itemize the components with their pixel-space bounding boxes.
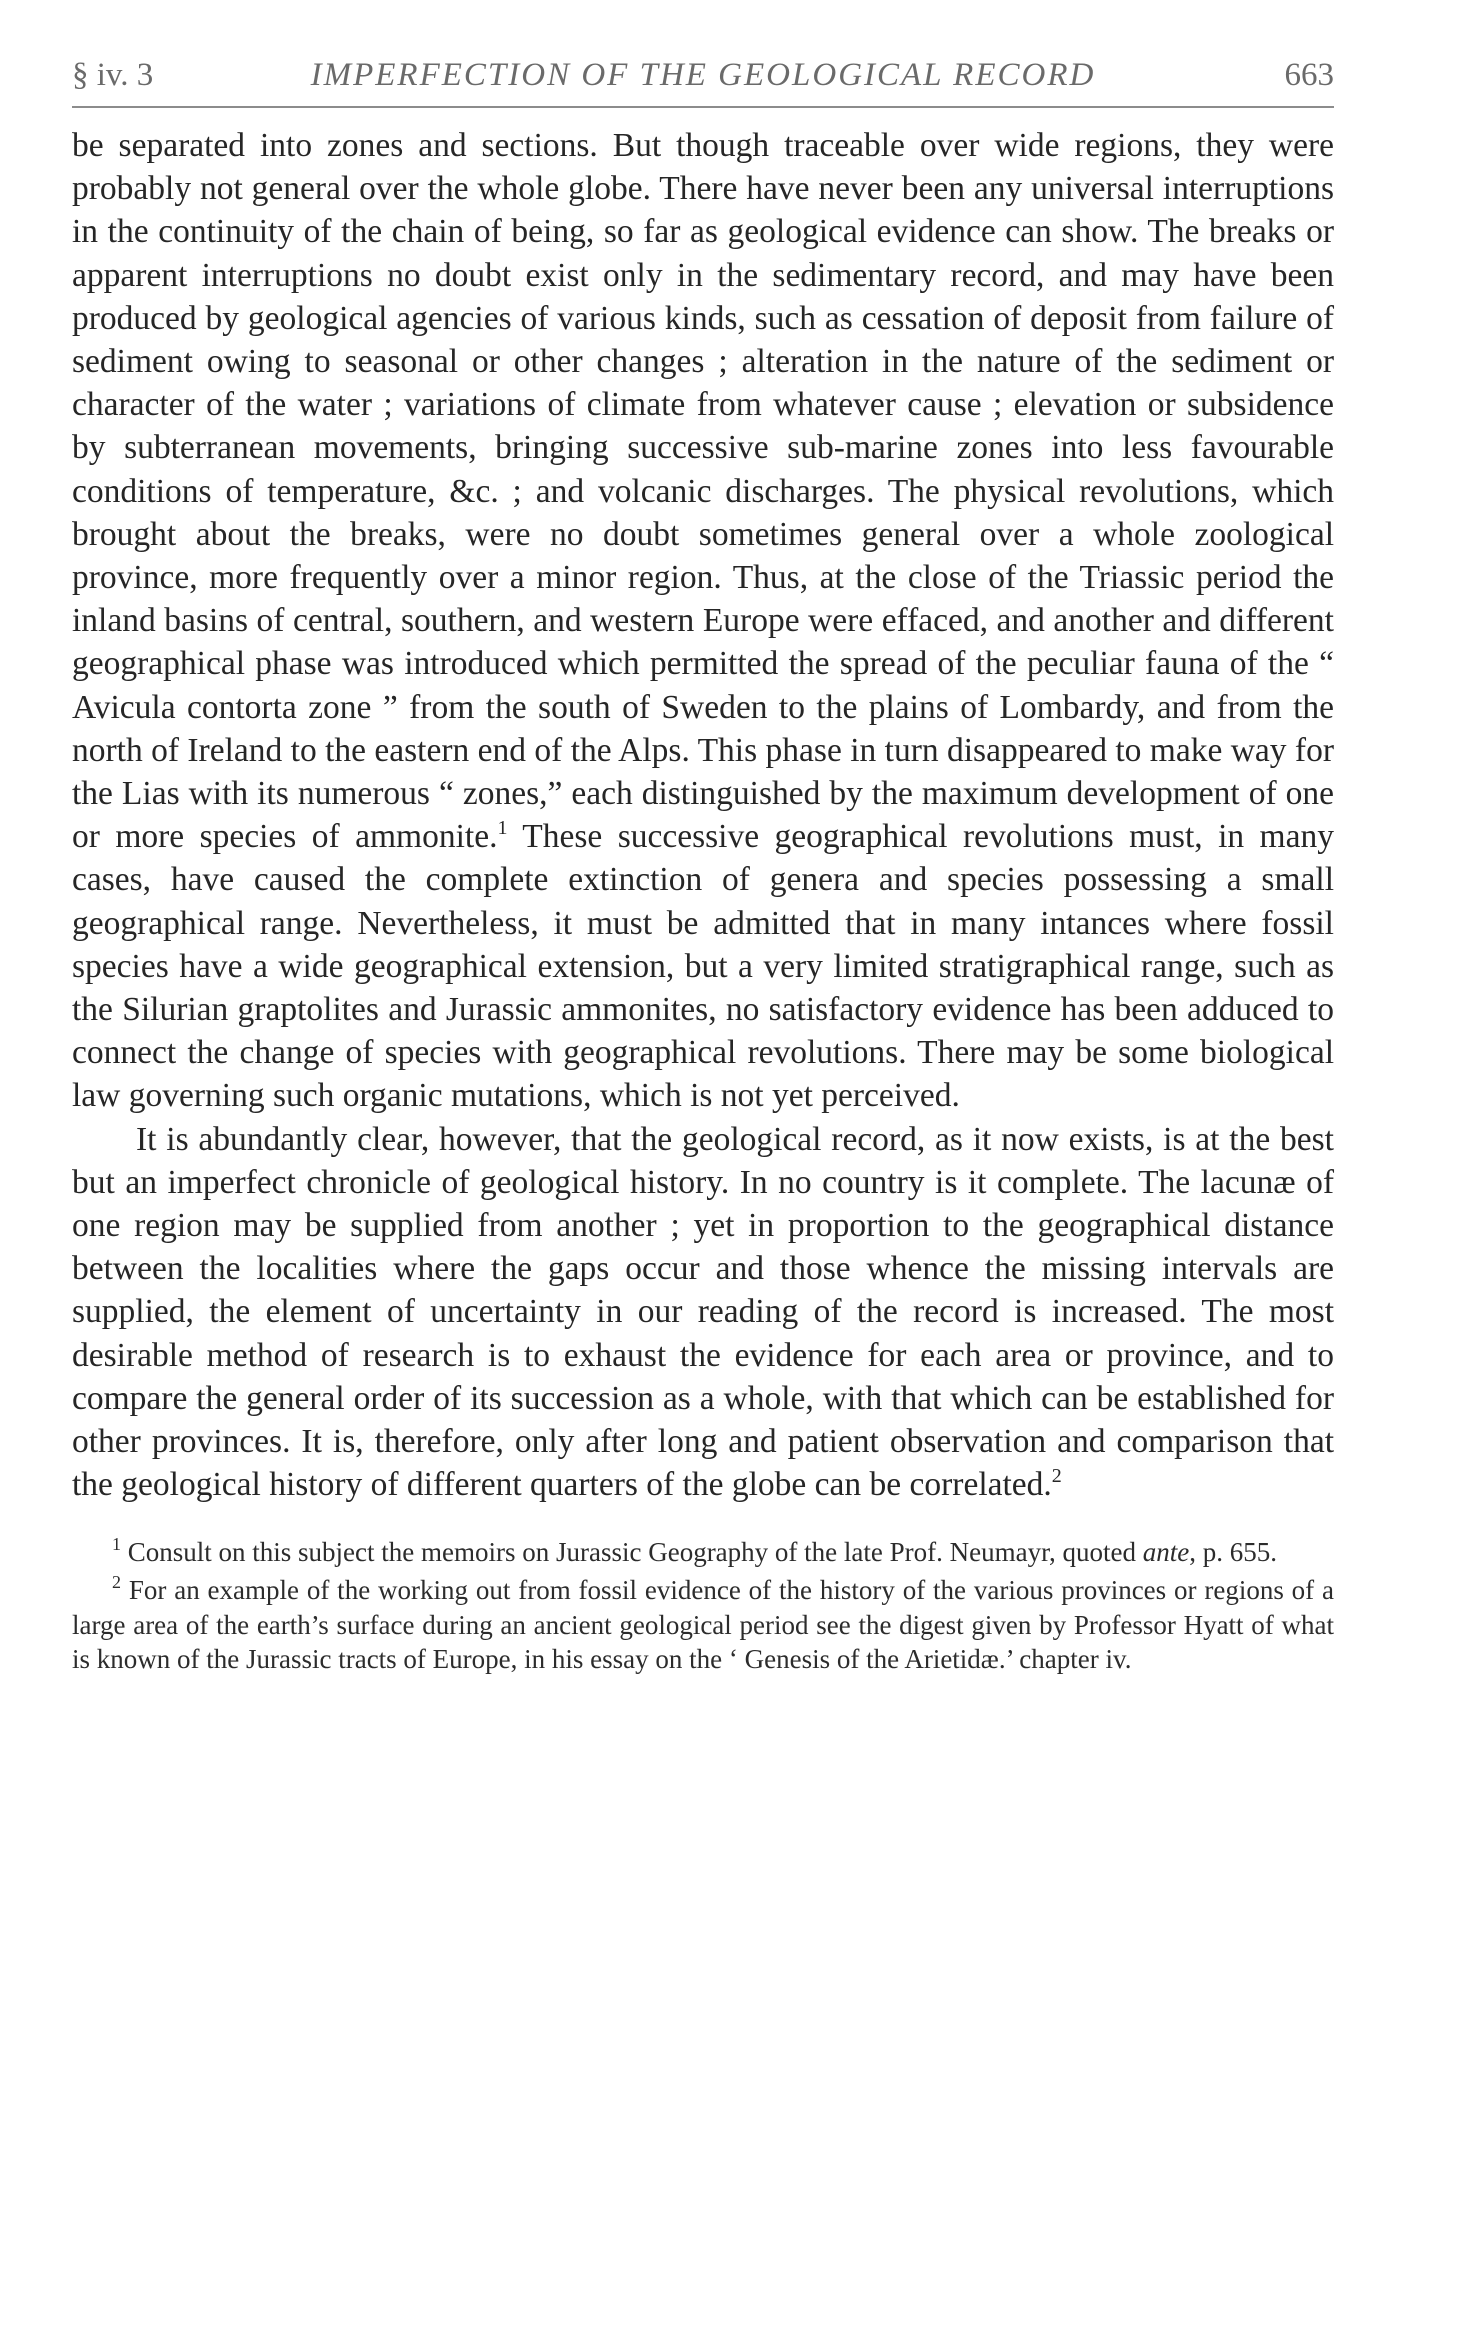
paragraph-1 [72, 124, 1334, 1118]
body-text [72, 124, 1334, 1507]
footnote-ref-2: 2 [1051, 1465, 1062, 1488]
footnote-1-text: Consult on this subject the memoirs on Jurassic Geography of the late Prof. Neumayr, quoted [127, 1536, 1143, 1567]
footnote-2 [72, 1573, 1334, 1677]
book-page [72, 50, 1334, 1677]
footnotes [72, 1535, 1334, 1677]
footnote-2-text: For an example of the working out from fossil evidence of the history of the various provinces or regions of a large area of the earth’s surface during an ancient geological period see the digest given by Professor Hyatt of what is known of the Jurassic tracts of Europe, in his essay on the ‘ Genesis of the Arietidæ.’ chapter iv. [72, 1575, 1335, 1674]
footnote-1-text-end: , p. 655. [1189, 1536, 1277, 1567]
footnote-2-mark: 2 [112, 1572, 121, 1592]
paragraph-2-text: It is abundantly clear, however, that the geological record, as it now exists, is at the best but an imperfect chronicle of geological history. In no country is it complete. The lacunæ of one region may be supplied from another ; yet in proportion to the geographical distance between the localities where the gaps occur and those whence the missing intervals are supplied, the element of uncertainty in our reading of the record is increased. The most desirable method of research is to exhaust the evidence for each area or province, and to compare the general order of its succession as a whole, with that which can be established for other provinces. It is, therefore, only after long and patient observation and comparison that the geological history of different quarters of the globe can be correlated. [72, 1120, 1334, 1504]
footnote-1-italic: ante [1142, 1536, 1190, 1567]
section-number: § iv. 3 [72, 57, 154, 93]
footnote-ref-1: 1 [497, 817, 508, 840]
footnote-1 [72, 1535, 1334, 1570]
paragraph-1-text: be separated into zones and sections. But though traceable over wide regions, they were probably not general over the whole globe. There have never been any universal interruptions in the continuity of the chain of being, so far as geological evidence can show. The breaks or apparent interruptions no doubt exist only in the sedimentary record, and may have been produced by geological agencies of various kinds, such as cessation of deposit from failure of sediment owing to seasonal or other changes ; alteration in the nature of the sediment or character of the water ; variations of climate from whatever cause ; elevation or subsidence by subterranean movements, bringing successive sub-marine zones into less favourable conditions of temperature, &c. ; and volcanic discharges. The physical revolutions, which brought about the breaks, were no doubt sometimes general over a whole zoological province, more frequently over a minor region. Thus, at the close of the Triassic period the inland basins of central, southern, and western Europe were effaced, and another and different geographical phase was introduced which permitted the spread of the peculiar fauna of the “ Avicula contorta zone ” from the south of Sweden to the plains of Lombardy, and from the north of Ireland to the eastern end of the Alps. This phase in turn disappeared to make way for the Lias with its numerous “ zones,” each distinguished by the maximum development of one or more species of ammonite. [72, 127, 1334, 856]
page-number: 663 [1284, 57, 1334, 93]
paragraph-1-text-continued: These successive geographical revolutions must, in many cases, have caused the complete extinction of genera and species possessing a small geographical range. Nevertheless, it must be admitted that in many intances where fossil species have a wide geographical extension, but a very limited stratigraphical range, such as the Silurian graptolites and Jurassic ammonites, no satisfactory evidence has been adduced to connect the change of species with geographical revolutions. There may be some biological law governing such organic mutations, which is not yet perceived. [72, 818, 1334, 1115]
header-rule [72, 106, 1334, 108]
running-title: IMPERFECTION OF THE GEOLOGICAL RECORD [310, 57, 1096, 93]
running-head [72, 50, 1334, 100]
paragraph-2 [72, 1118, 1334, 1507]
footnote-1-mark: 1 [112, 1533, 121, 1554]
